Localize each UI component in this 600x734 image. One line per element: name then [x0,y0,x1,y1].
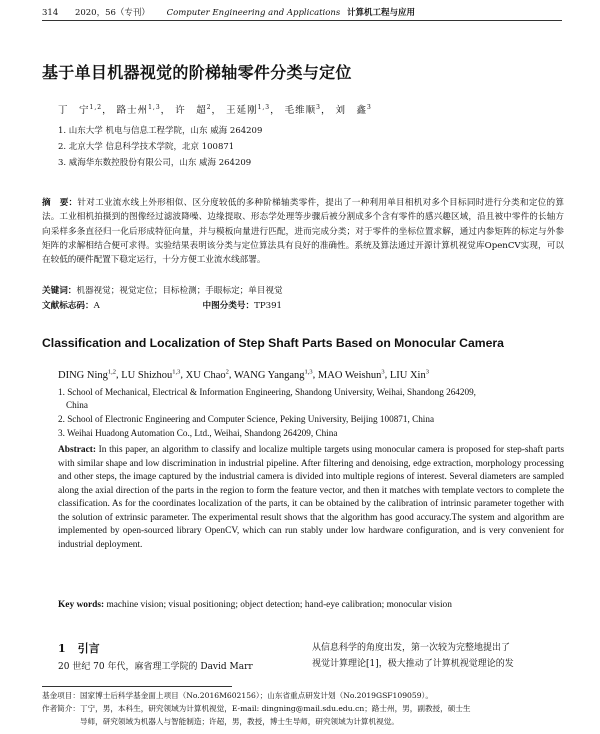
title-en: Classification and Localization of Step Shaft Parts Based on Monocular Camera [42,336,504,350]
author-en: WANG Yangang$^{1,3}$ [233,368,313,381]
running-header [42,6,562,20]
affiliation-cn: 3. 威海华东数控股份有限公司，山东 威海 264209 [58,158,252,168]
affiliation-en: 1. School of Mechanical, Electrical & Information Engineering, Shandong University, Weihai, Shandong 264209, [58,387,476,397]
affiliation-cn: 1. 山东大学 机电与信息工程学院，山东 威海 264209 [58,126,263,136]
abstract-cn [42,196,564,267]
document-code: 文献标志码：A [42,301,100,311]
authors-cn: 丁 宁$^{1,2}$， 路士州$^{1,3}$， 许 超$^2$， 王延刚$^{1,3}$， 毛维顺$^3$， 刘 鑫$^3$ [58,103,372,116]
abstract-en-label: Abstract: [58,445,97,455]
footnote-funding: 基金项目：国家博士后科学基金面上项目（No.2016M602156）；山东省重点研发计划（No.2019GSF109059）。 [42,691,433,700]
affiliation-en: 3. Weihai Huadong Automation Co., Ltd., Weihai, Shandong 264209, China [58,428,338,438]
affiliation-cn: 2. 北京大学 信息科学技术学院，北京 100871 [58,142,235,152]
author-cn: 毛维顺$^3$ [284,103,321,116]
keywords-cn-label: 关键词： [42,286,77,296]
author-en: XU Chao$^2$ [185,368,229,381]
body-text-left: 20 世纪 70 年代，麻省理工学院的 David Marr [58,662,253,672]
author-cn: 许 超$^2$ [175,103,212,116]
section-heading [58,640,100,656]
journal-name-cn: 计算机工程与应用 [346,8,415,18]
keywords-en-label: Key words: [58,600,105,610]
footnote-author-bio: 作者简介：丁宁，男，本科生，研究领域为计算机视觉，E-mail: dingning@mail.sdu.edu.cn；路士州，男，副教授，硕士生 [42,704,471,713]
author-en: LU Shizhou$^{1,3}$ [121,368,181,381]
section-number: 1 [58,642,66,655]
section-title: 引言 [77,642,100,655]
affiliation-en: 2. School of Electronic Engineering and Computer Science, Peking University, Beijing 100871, China [58,414,435,424]
classification-info [42,299,322,311]
keywords-cn [42,284,283,296]
author-cn: 丁 宁$^{1,2}$ [58,103,103,116]
author-en: DING Ning$^{1,2}$ [58,368,116,381]
footnote-author-bio-cont: 导师，研究领域为机器人与智能制造；许超，男，教授，博士生导师，研究领域为计算机视觉。 [42,717,399,726]
body-line: 视觉计算理论[1]，极大推动了计算机视觉理论的发 [312,659,514,669]
footnote-divider [42,686,232,687]
journal-name-en: Computer Engineering and Applications [166,8,341,18]
body-line: 从信息科学的角度出发，第一次较为完整地提出了 [312,643,511,653]
authors-en: DING Ning$^{1,2}$, LU Shizhou$^{1,3}$, XU Chao$^2$, WANG Yangang$^{1,3}$, MAO Weishun$^3$, LIU Xin$^3$ [58,368,429,381]
abstract-cn-text: 针对工业流水线上外形相似、区分度较低的多种阶梯轴类零件，提出了一种利用单目相机对多个目标同时进行分类和定位的算法。工业相机拍摄到的图像经过滤波降噪、边缘提取、形态学处理等步骤后被分割成多个含有零件的感兴趣区域，沿且被中零件的长轴方向采样多条直径归一化后形成特征向量，并与模板向量进行匹配，进而完成分类；对于零件的坐标位置求解，通过内参矩阵的标定与外参矩阵的求解相结合便可求得。实验结果表明该分类与定位算法具有良好的准确性。系统及算法通过开源计算机视觉库OpenCV实现，可以在较低的硬件配置下稳定运行，十分方便工业流水线部署。 [42,198,564,266]
author-cn: 刘 鑫$^3$ [335,103,372,116]
abstract-en-text: In this paper, an algorithm to classify and localize multiple targets using monocular camera is proposed for step-shaft parts with similar shape and low discrimination in industrial pipeline. After filtering and denoising, edge extraction, morphology processing and other steps, the image captured by the industrial camera is divided into multiple regions of interest. Several diameters are sampled along the axial direction of the parts in the region to form the feature vector, and then it matches with template vectors to complete the classification. As for the coordinates localization of the parts, it can be obtained by the calibration of intrinsic parameter together with the solution of extrinsic parameter. The experimental result shows that the algorithm has good accuracy.The system and algorithm are implemented by open-sourced library OpenCV, which can run stably under low hardware configuration, and is very convenient for industrial deployment. [58,445,564,550]
clc-number: 中图分类号：TP391 [202,301,283,311]
author-cn: 路士州$^{1,3}$ [116,103,161,116]
abstract-en [58,444,564,552]
page-number: 314 [42,8,59,18]
title-cn: 基于单目机器视觉的阶梯轴零件分类与定位 [42,63,352,82]
header-divider [42,20,562,21]
keywords-cn-text: 机器视觉；视觉定位；目标检测；手眼标定；单目视觉 [76,286,283,296]
body-text-right [312,640,562,672]
keywords-en [58,600,452,610]
keywords-en-text: machine vision; visual positioning; object detection; hand-eye calibration; monocular vision [106,600,452,610]
author-en: MAO Weishun$^3$ [317,368,385,381]
author-cn: 王延刚$^{1,3}$ [226,103,271,116]
abstract-cn-label: 摘 要： [42,198,78,208]
issue-info: 2020，56（专刊） [74,8,150,18]
affiliation-en: China [66,400,88,410]
author-en: LIU Xin$^3$ [389,368,429,381]
